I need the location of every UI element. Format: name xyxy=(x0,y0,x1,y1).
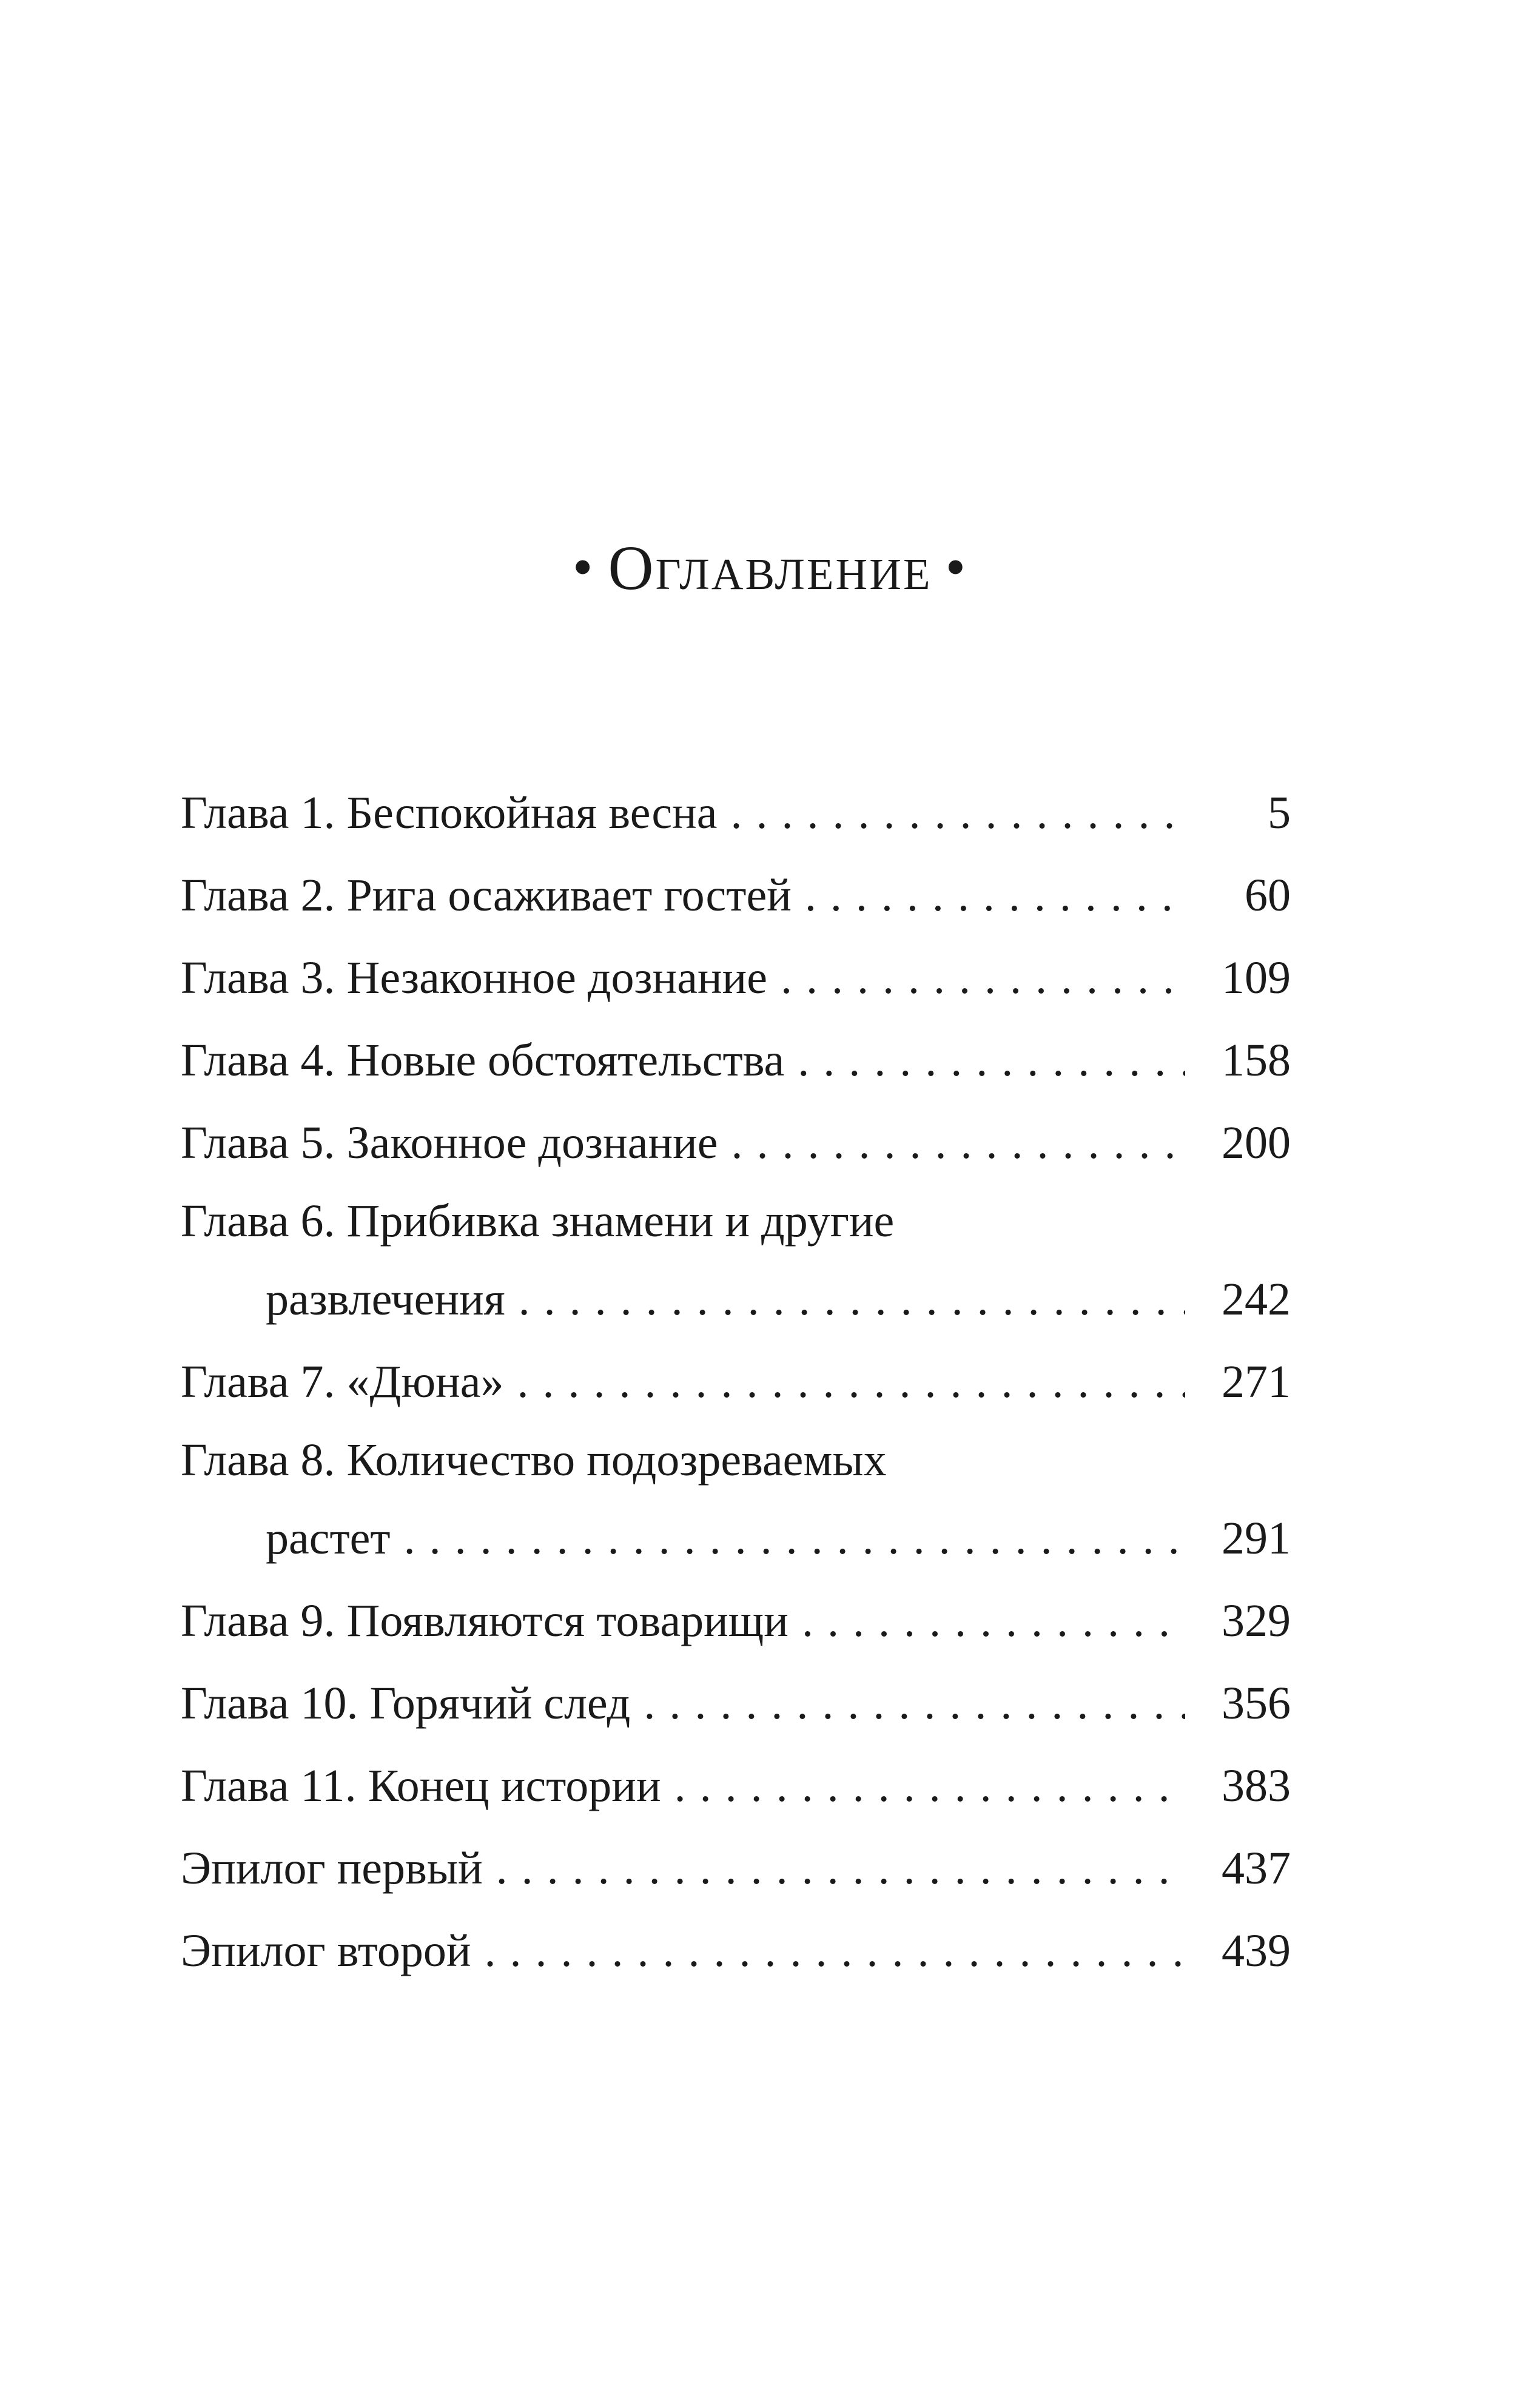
toc-entry xyxy=(181,854,1291,937)
toc-label: Глава 1. Беспокойная весна xyxy=(181,787,718,838)
toc-page-number: 271 xyxy=(1222,1356,1291,1407)
toc-page-number: 437 xyxy=(1222,1843,1291,1894)
toc-label: Эпилог первый xyxy=(181,1843,483,1894)
table-of-contents xyxy=(181,772,1291,1992)
toc-page-number: 200 xyxy=(1222,1117,1291,1168)
toc-page-number: 109 xyxy=(1222,952,1291,1003)
toc-label: Глава 8. Количество подозреваемых xyxy=(181,1435,887,1486)
page-title xyxy=(0,533,1540,603)
toc-label-continuation: развлечения xyxy=(266,1274,505,1325)
dot-leader xyxy=(805,854,1185,937)
toc-page-number: 5 xyxy=(1268,787,1291,838)
dot-leader xyxy=(802,1580,1185,1662)
toc-label: Эпилог второй xyxy=(181,1925,471,1976)
toc-label: Глава 6. Прибивка знамени и другие xyxy=(181,1196,895,1247)
toc-entry xyxy=(181,1827,1291,1910)
dot-leader xyxy=(730,772,1185,854)
toc-label: Глава 11. Конец истории xyxy=(181,1760,661,1811)
dot-leader xyxy=(644,1662,1185,1745)
toc-entry xyxy=(181,1662,1291,1745)
dot-leader xyxy=(519,1258,1185,1341)
toc-entry xyxy=(181,1910,1291,1992)
toc-label: Глава 10. Горячий след xyxy=(181,1678,631,1729)
toc-label-continuation: растет xyxy=(266,1513,391,1564)
toc-entry xyxy=(181,937,1291,1019)
dot-leader xyxy=(798,1019,1185,1102)
dot-leader xyxy=(674,1745,1185,1827)
title-text: Оглавление xyxy=(608,533,932,603)
toc-label: Глава 9. Появляются товарищи xyxy=(181,1595,788,1646)
dot-leader xyxy=(485,1910,1186,1992)
toc-page-number: 60 xyxy=(1245,870,1291,921)
toc-label: Глава 7. «Дюна» xyxy=(181,1356,504,1407)
toc-page-number: 329 xyxy=(1222,1595,1291,1646)
toc-page-number: 439 xyxy=(1222,1925,1291,1976)
dot-leader xyxy=(731,1102,1185,1184)
toc-entry xyxy=(181,1102,1291,1184)
dot-leader xyxy=(517,1341,1185,1423)
toc-entry xyxy=(181,1423,1291,1580)
bullet-left: • xyxy=(572,534,595,599)
toc-label: Глава 4. Новые обстоятельства xyxy=(181,1035,785,1086)
toc-label: Глава 5. Законное дознание xyxy=(181,1117,718,1168)
toc-entry xyxy=(181,1745,1291,1827)
dot-leader xyxy=(496,1827,1185,1910)
toc-entry xyxy=(181,1580,1291,1662)
toc-entry xyxy=(181,1019,1291,1102)
toc-entry xyxy=(181,1184,1291,1341)
toc-page-number: 158 xyxy=(1222,1035,1291,1086)
bullet-right: • xyxy=(945,534,968,599)
dot-leader xyxy=(781,937,1185,1019)
toc-page-number: 383 xyxy=(1222,1760,1291,1811)
toc-page-number: 356 xyxy=(1222,1678,1291,1729)
toc-label: Глава 2. Рига осаживает гостей xyxy=(181,870,792,921)
toc-page-number: 291 xyxy=(1222,1513,1291,1564)
dot-leader xyxy=(404,1497,1185,1580)
toc-entry xyxy=(181,772,1291,854)
toc-page-number: 242 xyxy=(1222,1274,1291,1325)
toc-label: Глава 3. Незаконное дознание xyxy=(181,952,768,1003)
toc-entry xyxy=(181,1341,1291,1423)
